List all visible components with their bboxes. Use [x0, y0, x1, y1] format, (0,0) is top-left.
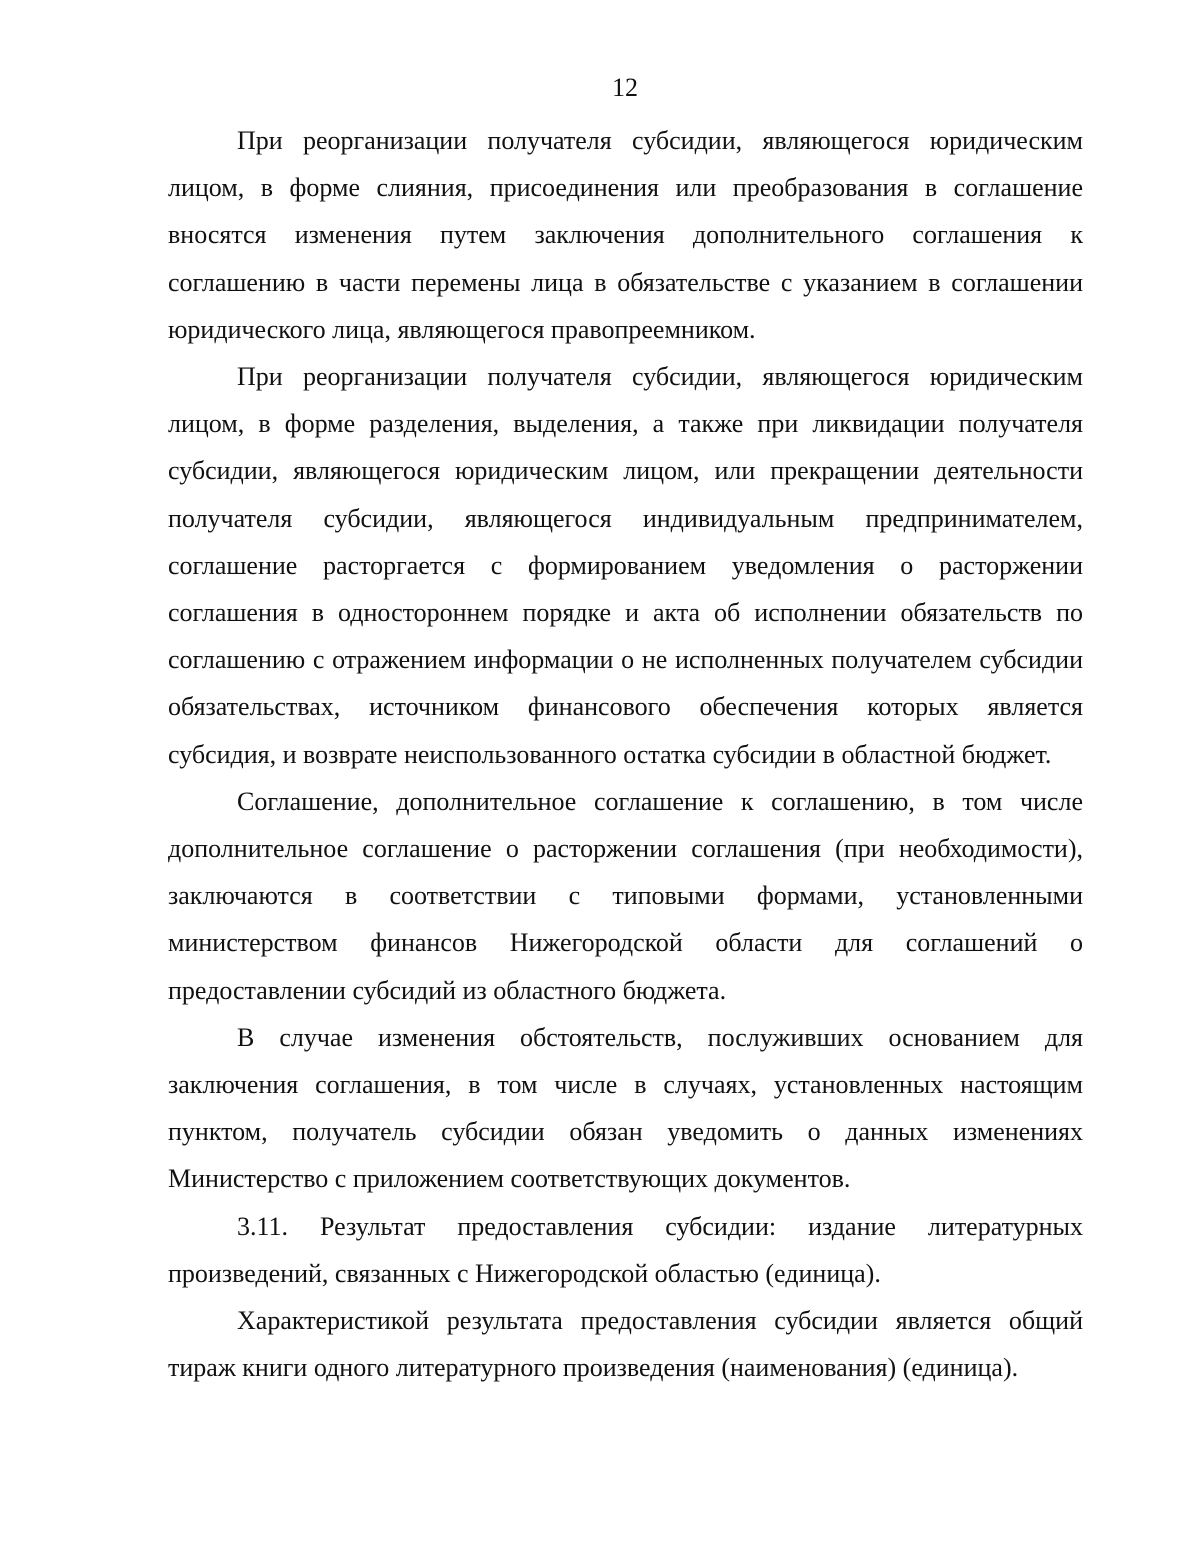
paragraph-change-notification: В случае изменения обстоятельств, послуживших основанием для заключения соглашения, в том числе в случаях, установленных настоящим пунктом, получатель субсидии обязан уведомить о данных изменениях Министерство с приложением соответствующих документов.	[168, 1022, 1083, 1194]
paragraph-subsidy-result: 3.11. Результат предоставления субсидии: издание литературных произведений, связанных с Нижегородской областью (единица).	[168, 1211, 1083, 1288]
page-number: 12	[612, 73, 638, 102]
paragraph-reorganization-merger: При реорганизации получателя субсидии, являющегося юридическим лицом, в форме слияния, присоединения или преобразования в соглашение вносятся изменения путем заключения дополнительного соглашения к соглашению в части перемены лица в обязательстве с указанием в соглашении юридического лица, являющегося правопреемником.	[168, 126, 1083, 344]
paragraph-agreement-forms: Соглашение, дополнительное соглашение к соглашению, в том числе дополнительное соглашение о расторжении соглашения (при необходимости), заключаются в соответствии с типовыми формами, установленными министерством финансов Нижегородской области для соглашений о предоставлении субсидий из областного бюджета.	[168, 786, 1083, 1005]
paragraph-result-characteristic: Характеристикой результата предоставления субсидии является общий тираж книги одного литературного произведения (наименования) (единица).	[168, 1306, 1083, 1383]
paragraph-reorganization-division: При реорганизации получателя субсидии, являющегося юридическим лицом, в форме разделения, выделения, а также при ликвидации получателя субсидии, являющегося юридическим лицом, или прекращении деятельности получателя субсидии, являющегося индивидуальным предпринимателем, соглашение расторгается с формированием уведомления о расторжении соглашения в одностороннем порядке и акта об исполнении обязательств по соглашению с отражением информации о не исполненных получателем субсидии обязательствах, источником финансового обеспечения которых является субсидия, и возврате неиспользованного остатка субсидии в областной бюджет.	[168, 362, 1083, 769]
document-body	[168, 117, 1083, 1391]
